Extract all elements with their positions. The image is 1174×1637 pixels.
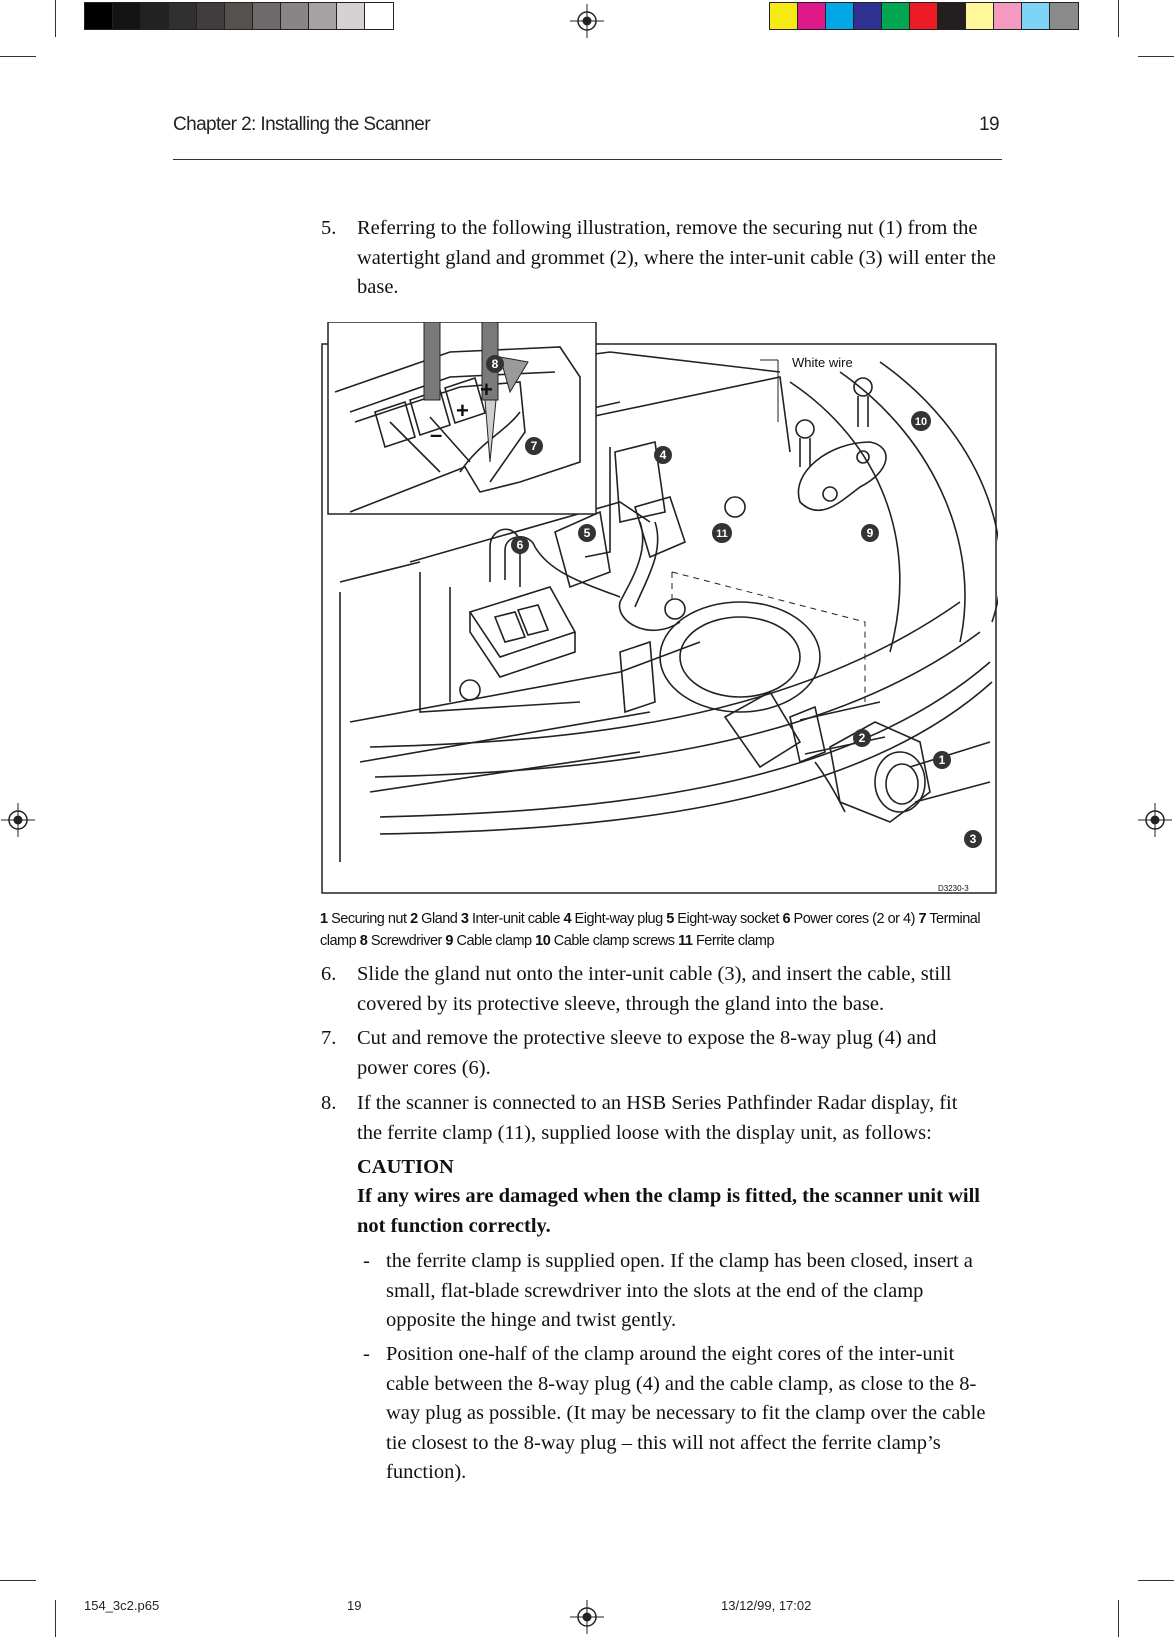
footer-page: 19	[347, 1598, 362, 1613]
color-swatch	[197, 3, 225, 29]
step-number: 6.	[321, 963, 337, 985]
figure-legend	[320, 908, 1000, 952]
legend-item	[563, 911, 666, 927]
color-swatch	[1022, 3, 1050, 29]
legend-number: 8	[359, 933, 368, 949]
color-swatch	[365, 3, 393, 29]
caution-title: CAUTION	[357, 1156, 454, 1178]
svg-text:4: 4	[659, 448, 667, 462]
legend-label: Power cores (2 or 4)	[790, 911, 919, 927]
callout-11	[712, 523, 732, 543]
legend-label: Eight-way plug	[571, 911, 667, 927]
legend-label: Eight-way socket	[673, 911, 783, 927]
legend-item	[666, 911, 782, 927]
legend-label: Inter-unit cable	[468, 911, 564, 927]
bullet-dash: -	[363, 1250, 370, 1272]
callout-9	[861, 524, 879, 542]
legend-number: 3	[460, 911, 469, 927]
svg-text:–: –	[430, 422, 443, 447]
callout-6	[511, 536, 529, 554]
color-swatch	[141, 3, 169, 29]
svg-text:1: 1	[938, 753, 946, 767]
color-swatch	[253, 3, 281, 29]
legend-item	[410, 911, 461, 927]
callout-8	[486, 355, 504, 373]
color-swatch	[910, 3, 938, 29]
step-number: 7.	[321, 1027, 337, 1049]
registration-mark-right	[1138, 803, 1172, 837]
color-swatch	[113, 3, 141, 29]
legend-item	[360, 933, 446, 949]
color-swatch	[798, 3, 826, 29]
chapter-title: Chapter 2: Installing the Scanner	[173, 114, 430, 135]
callout-2	[853, 729, 871, 747]
step-number: 8.	[321, 1092, 337, 1114]
legend-label: Screwdriver	[367, 933, 446, 949]
color-swatch	[337, 3, 365, 29]
svg-text:8: 8	[491, 357, 499, 371]
legend-item	[461, 911, 564, 927]
step-text: Cut and remove the protective sleeve to expose the 8-way plug (4) and power cores (6).	[357, 1027, 937, 1079]
legend-label: Gland	[417, 911, 461, 927]
legend-label: Terminal clamp	[320, 911, 981, 949]
color-swatch	[309, 3, 337, 29]
process-color-bar	[769, 2, 1079, 30]
callout-4	[654, 446, 672, 464]
header-rule	[173, 159, 1002, 160]
legend-number: 7	[918, 911, 927, 927]
bullet-text: the ferrite clamp is supplied open. If the clamp has been closed, insert a small, flat-blade screwdriver into the slots at the end of the clamp opposite the hinge and twist gently.	[386, 1250, 973, 1331]
page-number: 19	[979, 114, 999, 135]
legend-label: Cable clamp	[452, 933, 536, 949]
legend-item	[445, 933, 535, 949]
color-swatch	[1050, 3, 1078, 29]
bullet-text: Position one-half of the clamp around the eight cores of the inter-unit cable between the 8-way plug (4) and the cable clamp, as close to the 8-way plug as possible. (It may be necessary to fit the clamp over the cable tie closest to the 8-way plug – this will not affect the ferrite clamp’s function).	[386, 1343, 986, 1483]
svg-text:9: 9	[866, 526, 874, 540]
svg-text:10: 10	[914, 416, 928, 428]
svg-text:11: 11	[716, 528, 728, 540]
footer-filename: 154_3c2.p65	[84, 1598, 160, 1613]
callout-10	[911, 411, 931, 431]
color-swatch	[826, 3, 854, 29]
legend-item	[320, 911, 410, 927]
callout-5	[578, 524, 596, 542]
color-swatch	[85, 3, 113, 29]
legend-label: Cable clamp screws	[550, 933, 679, 949]
color-swatch	[938, 3, 966, 29]
white-wire-label: White wire	[792, 355, 853, 370]
svg-text:2: 2	[858, 731, 866, 745]
installation-illustration	[320, 322, 998, 895]
svg-text:+: +	[480, 377, 493, 402]
legend-number: 5	[666, 911, 674, 927]
svg-text:6: 6	[516, 538, 524, 552]
step-text: If the scanner is connected to an HSB Series Pathfinder Radar display, fit the ferrite clamp (11), supplied loose with the display unit, as follows:	[357, 1092, 958, 1144]
registration-mark-top	[570, 4, 604, 38]
legend-label: Securing nut	[327, 911, 411, 927]
svg-text:5: 5	[583, 526, 591, 540]
footer-datetime: 13/12/99, 17:02	[721, 1598, 812, 1613]
color-swatch	[994, 3, 1022, 29]
callout-1	[933, 751, 951, 769]
legend-number: 4	[563, 911, 572, 927]
caution-text: If any wires are damaged when the clamp is fitted, the scanner unit will not function correctly.	[357, 1185, 980, 1237]
color-swatch	[966, 3, 994, 29]
legend-number: 1	[320, 911, 328, 927]
legend-number: 2	[410, 911, 418, 927]
color-swatch	[169, 3, 197, 29]
step-text: Slide the gland nut onto the inter-unit cable (3), and insert the cable, still covered by its protective sleeve, through the gland into the base.	[357, 963, 952, 1015]
legend-number: 9	[445, 933, 453, 949]
legend-label: Ferrite clamp	[692, 933, 775, 949]
color-swatch	[854, 3, 882, 29]
callout-3	[964, 830, 982, 848]
registration-mark-bottom	[570, 1600, 604, 1634]
legend-item	[535, 933, 678, 949]
drawing-id: D3230-3	[938, 884, 969, 893]
color-swatch	[770, 3, 798, 29]
legend-number: 6	[782, 911, 791, 927]
step-text: Referring to the following illustration, remove the securing nut (1) from the watertight gland and grommet (2), where the inter-unit cable (3) will enter the base.	[357, 217, 996, 298]
legend-number: 10	[535, 933, 551, 949]
legend-number: 11	[678, 933, 693, 949]
color-swatch	[281, 3, 309, 29]
svg-text:3: 3	[969, 832, 977, 846]
legend-item	[782, 911, 918, 927]
bullet-dash: -	[363, 1343, 370, 1365]
color-swatch	[882, 3, 910, 29]
svg-text:+: +	[456, 398, 469, 423]
registration-mark-left	[1, 803, 35, 837]
legend-item	[678, 933, 774, 949]
color-swatch	[225, 3, 253, 29]
svg-text:7: 7	[530, 439, 538, 453]
step-number: 5.	[321, 217, 337, 239]
grayscale-color-bar	[84, 2, 394, 30]
callout-7	[525, 437, 543, 455]
